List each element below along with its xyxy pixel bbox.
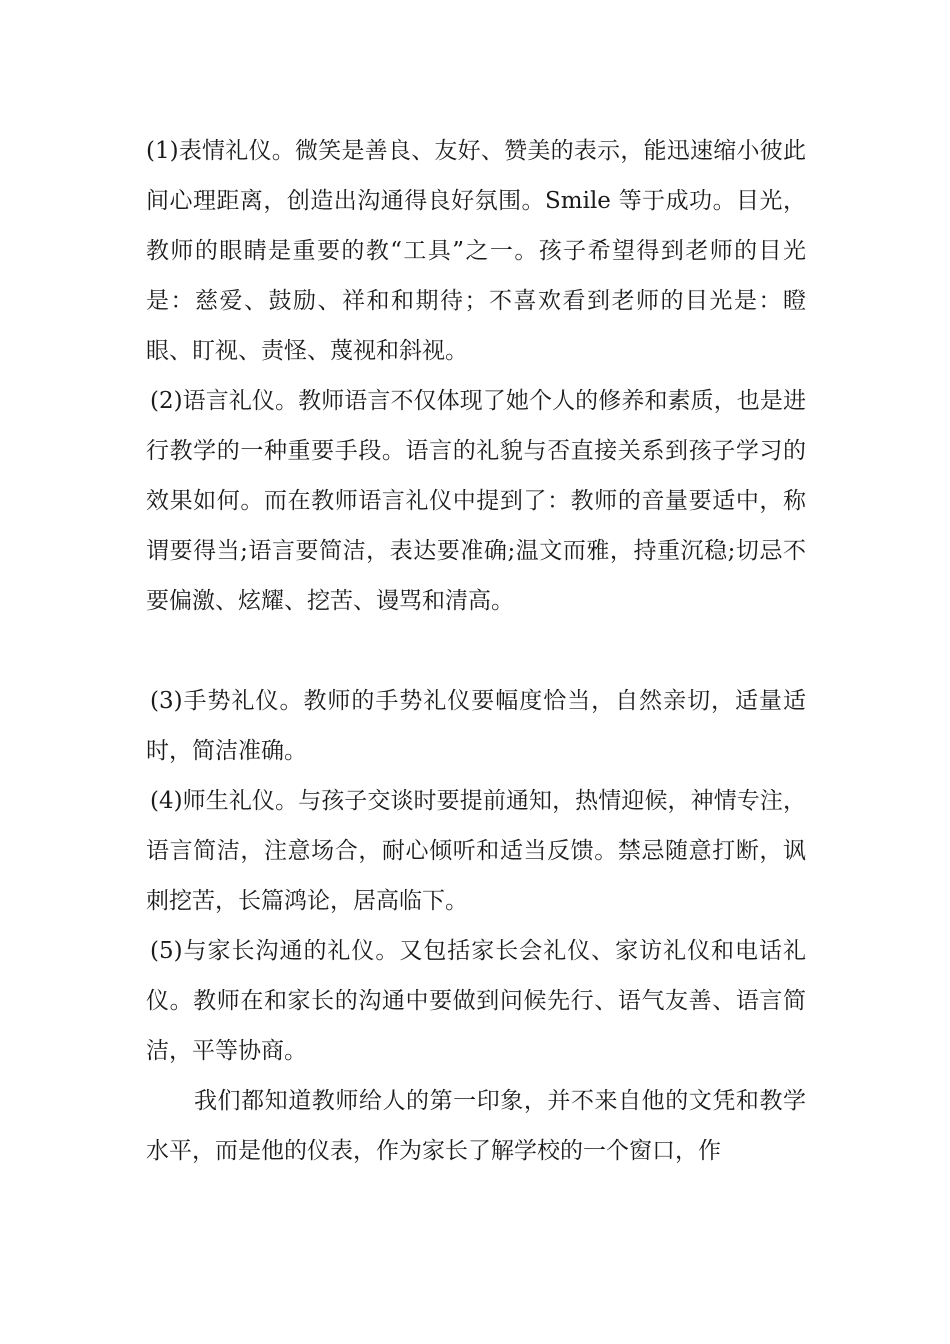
paragraph-gap xyxy=(146,626,806,676)
paragraph-first-impression: 我们都知道教师给人的第一印象，并不来自他的文凭和教学水平，而是他的仪表，作为家长了解学校的一个窗口，作 xyxy=(146,1088,806,1164)
document-body xyxy=(146,126,806,1176)
paragraph-gesture-etiquette: (3)手势礼仪。教师的手势礼仪要幅度恰当，自然亲切，适量适时，简洁准确。 xyxy=(146,688,806,764)
paragraph-parent-communication-etiquette: (5)与家长沟通的礼仪。又包括家长会礼仪、家访礼仪和电话礼仪。教师在和家长的沟通中要做到问候先行、语气友善、语言简洁，平等协商。 xyxy=(146,938,806,1064)
paragraph-language-etiquette: (2)语言礼仪。教师语言不仅体现了她个人的修养和素质，也是进行教学的一种重要手段。语言的礼貌与否直接关系到孩子学习的效果如何。而在教师语言礼仪中提到了：教师的音量要适中，称谓要得当;语言要简洁，表达要准确;温文而雅，持重沉稳;切忌不要偏激、炫耀、挖苦、谩骂和清高。 xyxy=(146,388,806,614)
paragraph-teacher-student-etiquette: (4)师生礼仪。与孩子交谈时要提前通知，热情迎候，神情专注，语言简洁，注意场合，耐心倾听和适当反馈。禁忌随意打断，讽刺挖苦，长篇鸿论，居高临下。 xyxy=(146,788,806,914)
paragraph-expression-etiquette: (1)表情礼仪。微笑是善良、友好、赞美的表示，能迅速缩小彼此间心理距离，创造出沟通得良好氛围。Smile 等于成功。目光，教师的眼睛是重要的教“工具”之一。孩子希望得到老师的目光是：慈爱、鼓励、祥和和期待；不喜欢看到老师的目光是：瞪眼、盯视、责怪、蔑视和斜视。 xyxy=(146,138,806,364)
